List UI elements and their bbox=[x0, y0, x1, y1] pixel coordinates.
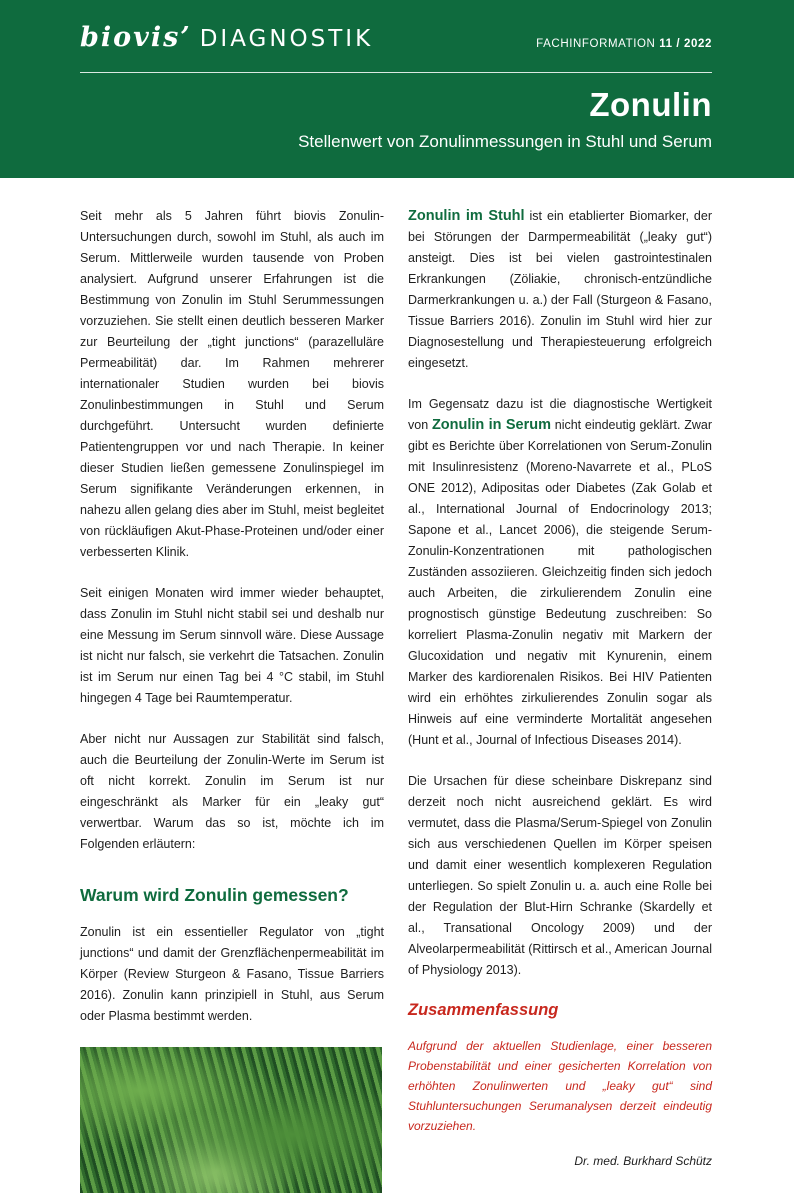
header-divider bbox=[80, 72, 712, 73]
assessment-paragraph: Aber nicht nur Aussagen zur Stabilität sind falsch, auch die Beurteilung der Zonulin-Werte im Serum ist oft nicht korrekt. Zonulin im Serum ist nur eingeschränkt als Marker für ein „leaky gut“ verwertbar. Warum das so ist, möchte ich im Folgenden erläutern: bbox=[80, 732, 384, 851]
serum-intro: Im Gegensatz dazu ist die diagnostische Wertigkeit von bbox=[408, 397, 712, 432]
brand-logo bbox=[80, 22, 373, 53]
page-subtitle: Stellenwert von Zonulinmessungen in Stuhl und Serum bbox=[298, 132, 712, 151]
stability-paragraph: Seit einigen Monaten wird immer wieder behauptet, dass Zonulin im Stuhl nicht stabil sei und deshalb nur eine Messung im Serum sinnvoll wäre. Diese Aussage ist nicht nur falsch, sie verkehrt die Tatsachen. Zonulin ist im Serum nur einen Tag bei 4 °C stabil, im Stuhl hingegen 4 Tage bei Raumtemperatur. bbox=[80, 586, 384, 705]
keyword-serum: Zonulin in Serum bbox=[431, 417, 551, 433]
right-column bbox=[408, 206, 712, 1168]
regulator-paragraph: Zonulin ist ein essentieller Regulator von „tight junctions“ und damit der Grenzflächenpermeabilität im Körper (Review Sturgeon & Fasano, Tissue Barriers 2016). Zonulin kann prinzipiell in Stuhl, aus Serum oder Plasma bestimmt werden. bbox=[80, 925, 384, 1023]
intro-paragraph: Seit mehr als 5 Jahren führt biovis Zonulin- Untersuchungen durch, sowohl im Stuhl, als auch im Serum. Mittlerweile wurden tausende von Proben analysiert. Aufgrund unserer Erfahrungen ist die Bestimmung von Zonulin im Stuhl Serummessungen vorzuziehen. Sie stellt einen deutlich besseren Marker zur Beurteilung der „tight junctions“ (parazelluläre Permeabilität) dar. Im Rahmen mehrerer internationaler Studien wurden bei biovis Zonulinbestimmungen in Stuhl und Serum durchgeführt. Untersucht wurden definierte Patientengruppen vor und nach Therapie. In keiner dieser Studien ließen gemessene Zonulinspiegel im Serum signifikante Veränderungen erkennen, in nahezu allen gelang dies aber im Stuhl, meist begleitet von rückläufigen Akut-Phase-Proteinen und/oder einer verbesserten Klinik. bbox=[80, 209, 384, 559]
stool-paragraph bbox=[408, 206, 712, 374]
issue-label bbox=[536, 38, 712, 50]
intestinal-villi-image bbox=[80, 1047, 382, 1193]
author-signature: Dr. med. Burkhard Schütz bbox=[574, 1154, 712, 1168]
header-banner bbox=[0, 0, 794, 178]
serum-paragraph bbox=[408, 394, 712, 751]
brand-suffix: DIAGNOSTIK bbox=[199, 26, 374, 52]
left-column bbox=[80, 206, 384, 1193]
stool-text: ist ein etablierter Biomarker, der bei Störungen der Darmpermeabilität („leaky gut“) ansteigt. Dies ist bei vielen gastrointestinalen Erkrankungen (Zöliakie, chronisch-entzündliche Darmerkrankungen u. a.) der Fall (Sturgeon & Fasano, Tissue Barriers 2016). Zonulin im Stuhl wird hier zur Diagnosestellung und Therapiesteuerung erfolgreich eingesetzt. bbox=[408, 209, 712, 370]
page-title: Zonulin bbox=[589, 86, 712, 123]
serum-text: nicht eindeutig geklärt. Zwar gibt es Berichte über Korrelationen von Serum-Zonulin mit Insulinresistenz (Moreno-Navarrete et al., PLoS ONE 2012), Adipositas oder Diabetes (Zak Golab et al., International Journal of Endocrinology 2013; Sapone et al., Lancet 2006), die steigende Serum-Zonulin-Konzentrationen mit pathologischen Zuständen assoziieren. Gleichzeitig finden sich jedoch auch Arbeiten, die zirkulierendem Zonulin eine prognostisch günstige Bedeutung zuschreiben: So korreliert Plasma-Zonulin negativ mit Markern der Glucoxidation und negativ mit Kynurenin, einem Marker des kardiorenalen Risikos. Bei HIV Patienten wird ein erhöhtes zirkulierendes Zonulin sogar als Hinweis auf eine verminderte Mortalität angesehen (Hunt et al., Journal of Infectious Diseases 2014). bbox=[408, 418, 712, 747]
discrepancy-paragraph: Die Ursachen für diese scheinbare Diskrepanz sind derzeit noch nicht ausreichend geklärt. Es wird vermutet, dass die Plasma/Serum-Spiegel von Zonulin sich aus verschiedenen Quellen im Körper speisen und damit einer wesentlich komplexeren Regulation unterliegen. So spielt Zonulin u. a. auch eine Rolle bei der Regulation der Blut-Hirn Schranke (Skardelly et al., Transational Oncology 2009) und der Alveolarpermeabilität (Rittirsch et al., American Journal of Physiology 2013). bbox=[408, 774, 712, 977]
issue-number: 11 / 2022 bbox=[659, 38, 712, 50]
summary-text: Aufgrund der aktuellen Studienlage, einer besseren Probenstabilität und einer gesicherten Korrelation von erhöhten Zonulinwerten und „leaky gut“ sind Stuhluntersuchungen Serumanalysen derzeit eindeutig vorzuziehen. bbox=[408, 1039, 712, 1133]
brand-name: biovis’ bbox=[80, 22, 192, 53]
issue-prefix: FACHINFORMATION bbox=[536, 38, 656, 50]
section-heading-why: Warum wird Zonulin gemessen? bbox=[80, 885, 349, 905]
summary-heading: Zusammenfassung bbox=[408, 1001, 559, 1019]
keyword-stool: Zonulin im Stuhl bbox=[408, 208, 525, 224]
